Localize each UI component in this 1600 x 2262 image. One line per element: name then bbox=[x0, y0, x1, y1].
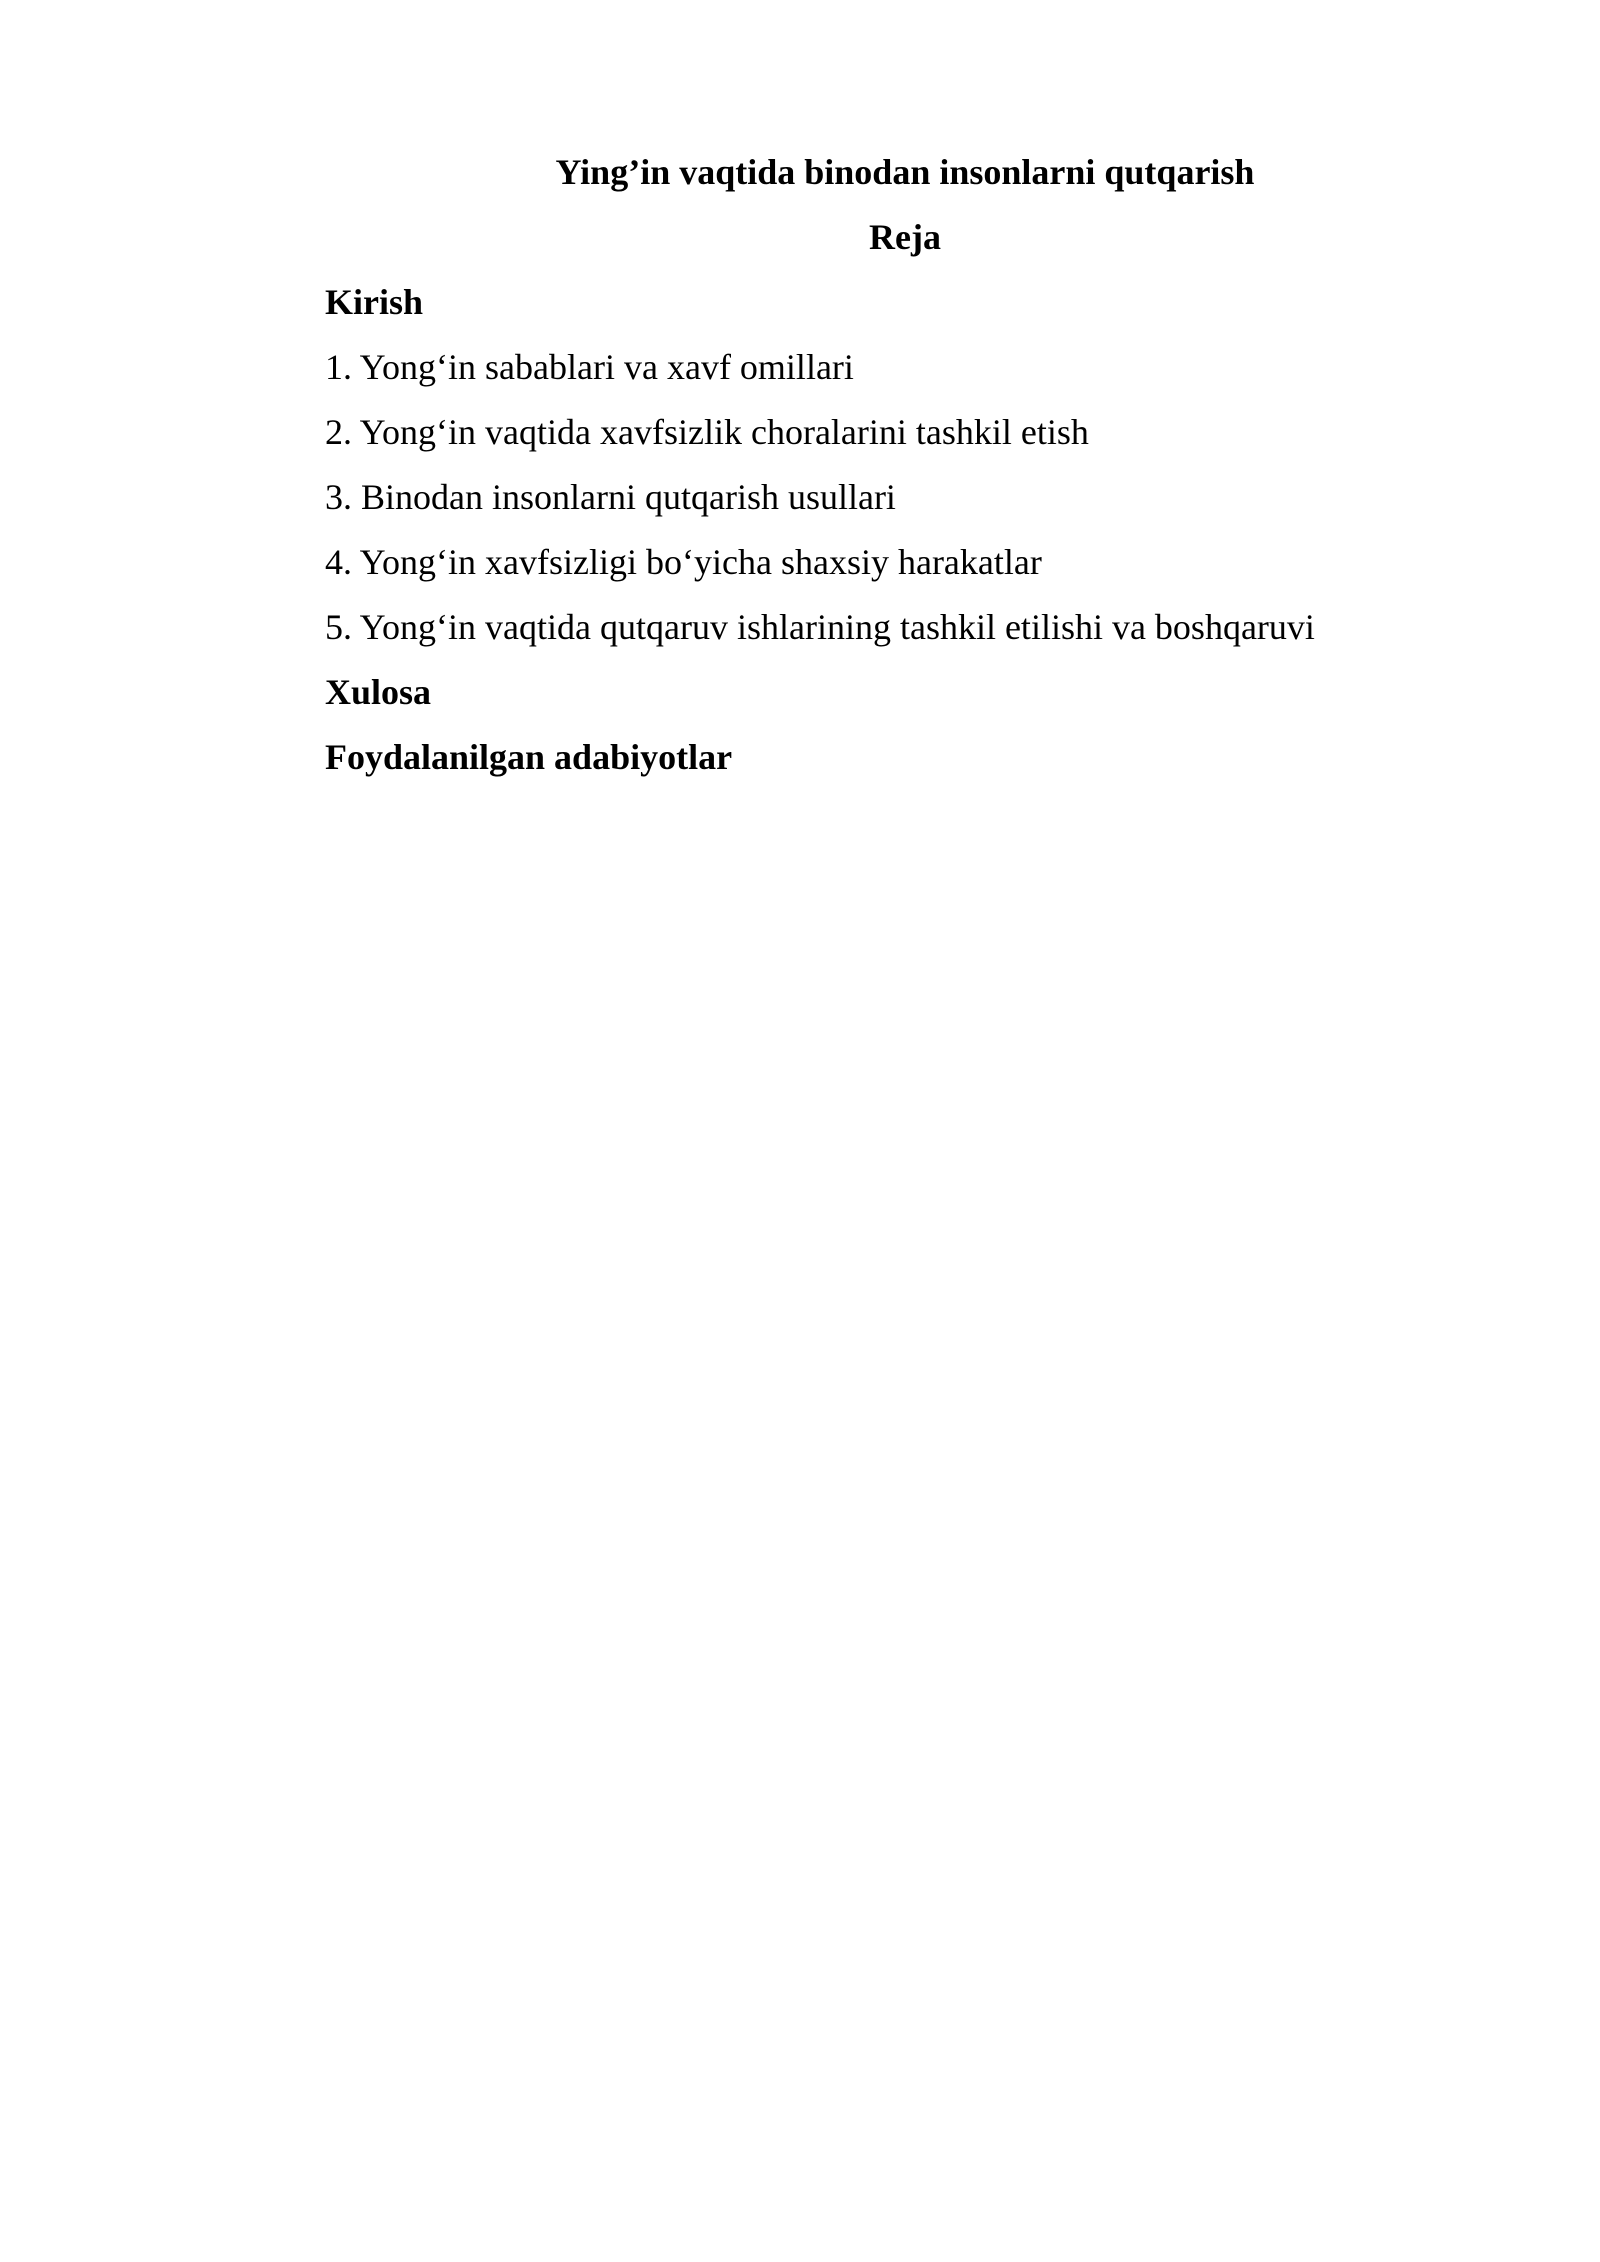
conclusion-heading: Xulosa bbox=[325, 672, 432, 712]
outline-item: 5. Yong‘in vaqtida qutqaruv ishlarining tashkil etilishi va boshqaruvi bbox=[325, 607, 1315, 647]
plan-heading: Reja bbox=[869, 217, 941, 257]
plan-outline bbox=[325, 280, 1525, 800]
intro-heading: Kirish bbox=[325, 282, 424, 322]
references-heading: Foydalanilgan adabiyotlar bbox=[325, 737, 733, 777]
document-title: Ying’in vaqtida binodan insonlarni qutqarish bbox=[555, 152, 1255, 192]
outline-item: 2. Yong‘in vaqtida xavfsizlik choralarini tashkil etish bbox=[325, 412, 1089, 452]
outline-item: 1. Yong‘in sabablari va xavf omillari bbox=[325, 347, 854, 387]
outline-item: 3. Binodan insonlarni qutqarish usullari bbox=[325, 477, 896, 517]
outline-item: 4. Yong‘in xavfsizligi bo‘yicha shaxsiy harakatlar bbox=[325, 542, 1042, 582]
